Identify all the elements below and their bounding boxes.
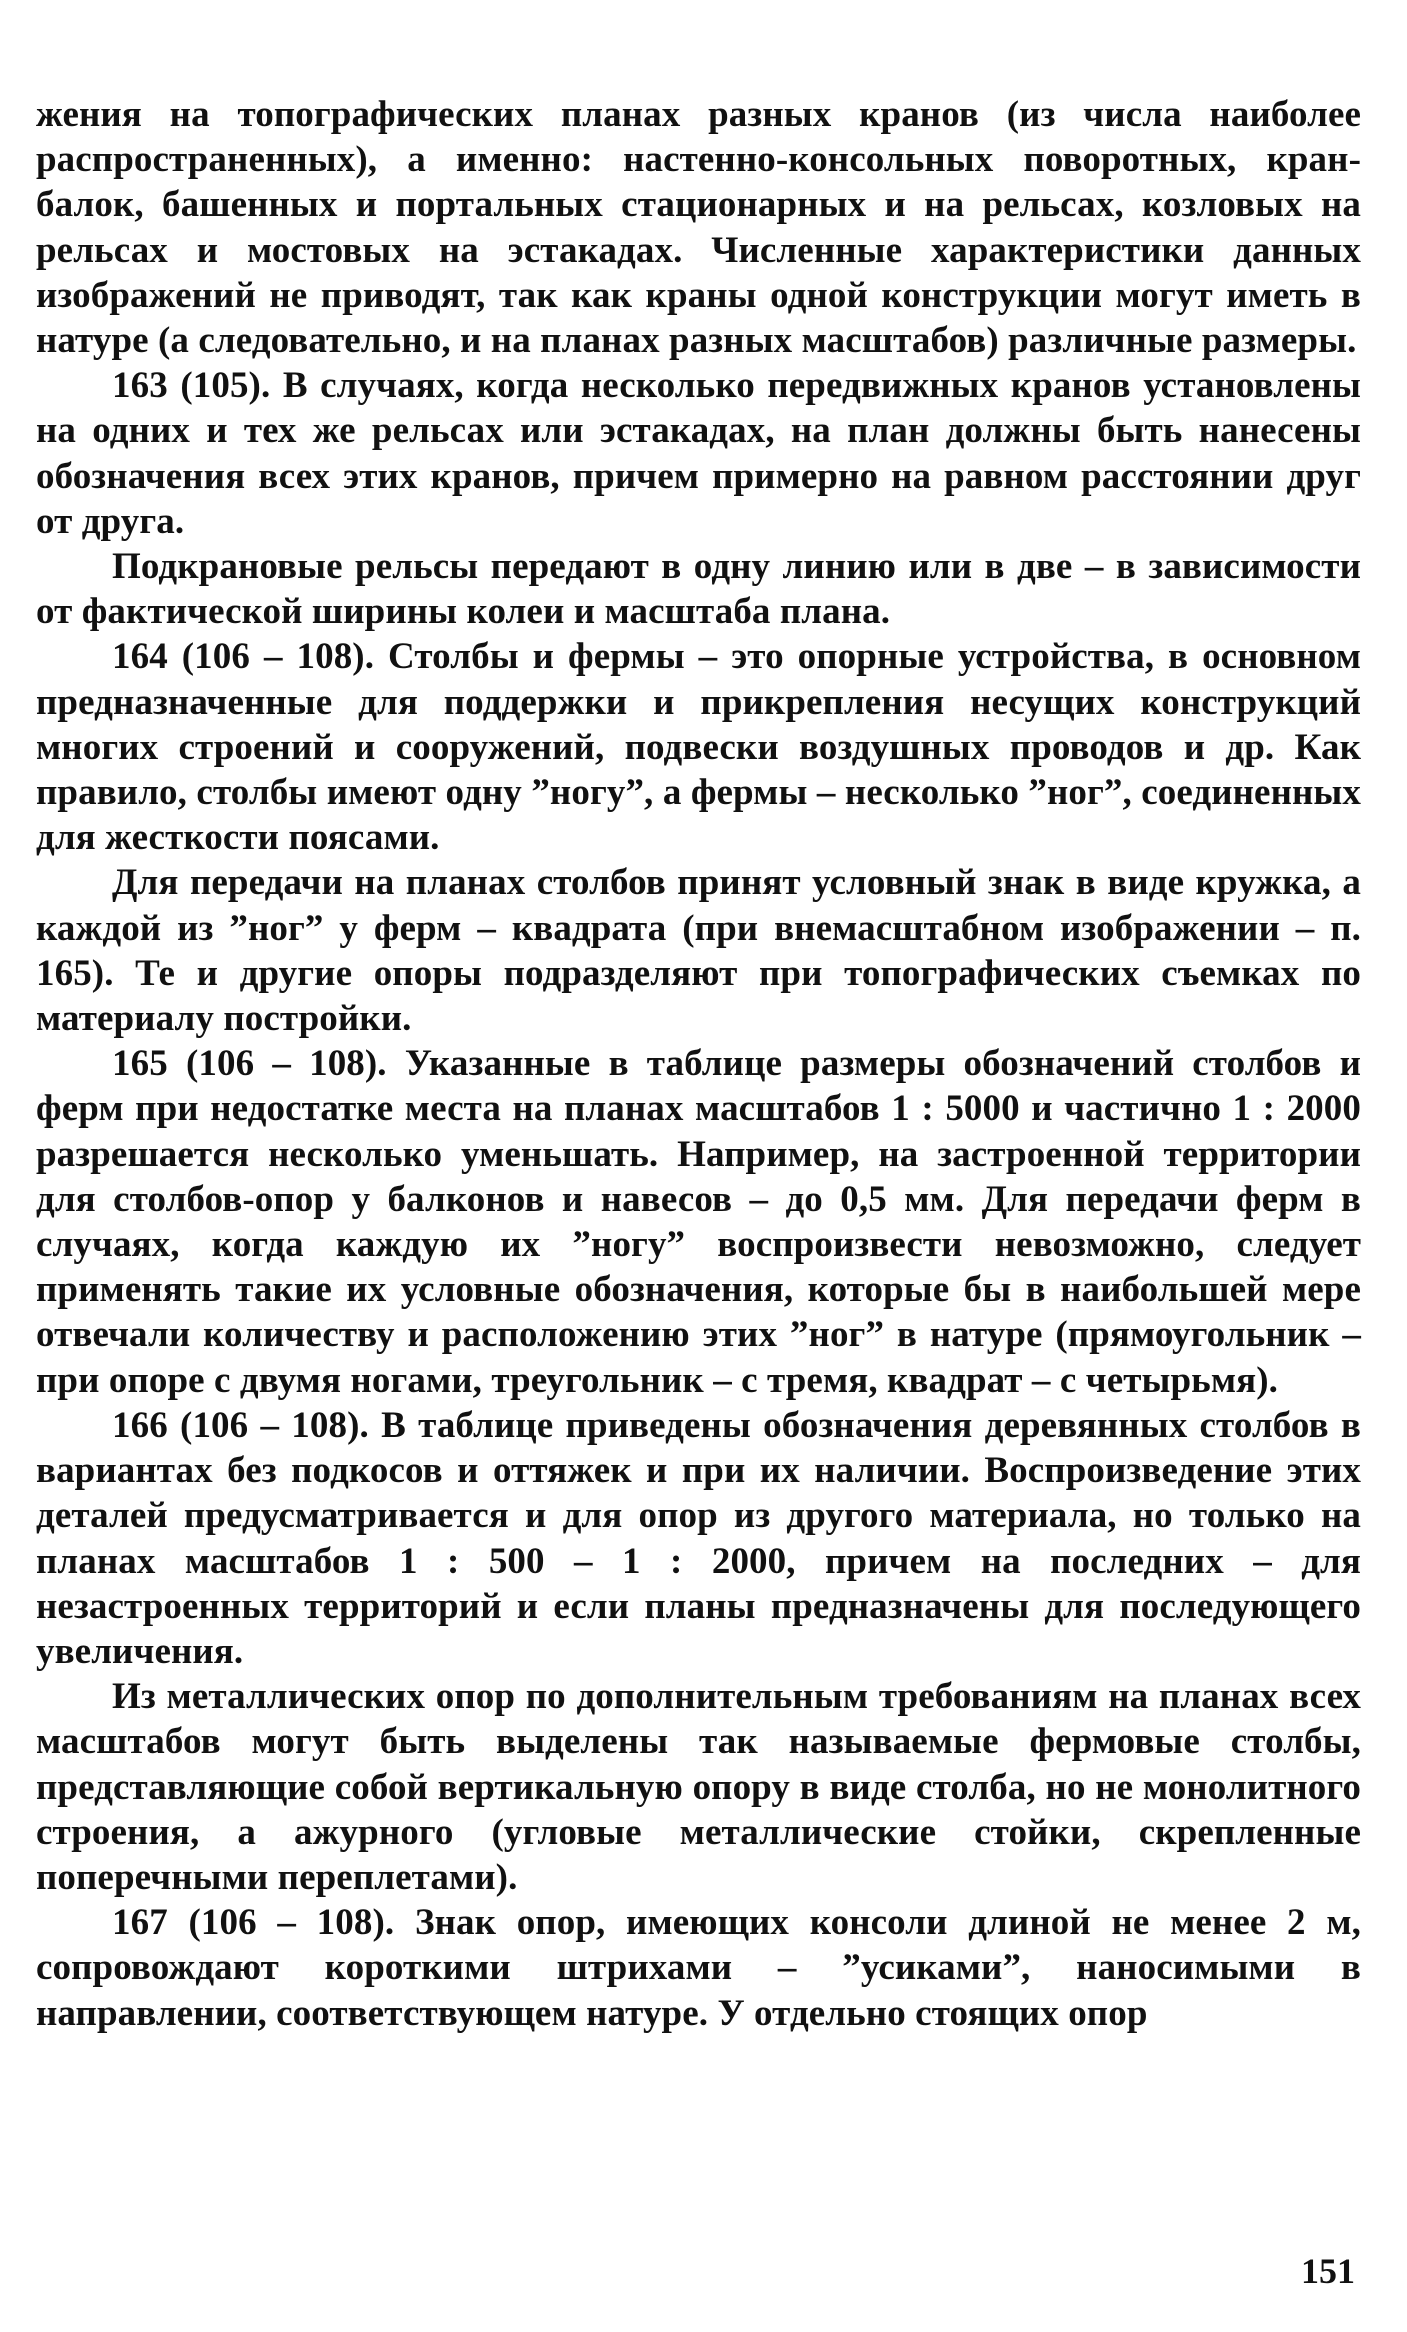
paragraph-167: 167 (106 – 108). Знак опор, имеющих консоли длиной не менее 2 м, сопровождают короткими штрихами – ”усиками”, наносимыми в направлении, соответствующем натуре. У отдельно стоящих опор: [36, 1902, 1361, 2034]
paragraph-crane-rails: Подкрановые рельсы передают в одну линию или в две – в зависимости от фактической ширины колеи и масштаба плана.: [36, 546, 1361, 633]
paragraph-163: 163 (105). В случаях, когда несколько передвижных кранов установлены на одних и тех же рельсах или эстакадах, на план должны быть нанесены обозначения всех этих кранов, причем примерно на равном расстоянии друг от друга.: [36, 365, 1361, 542]
paragraph-165: 165 (106 – 108). Указанные в таблице размеры обозначений столбов и ферм при недостатке места на планах масштабов 1 : 5000 и частично 1 : 2000 разрешается несколько уменьшать. Например, на застроенной территории для столбов-опор у балконов и навесов – до 0,5 мм. Для передачи ферм в случаях, когда каждую их ”ногу” воспроизвести невозможно, следует применять такие их условные обозначения, которые бы в наибольшей мере отвечали количеству и расположению этих ”ног” в натуре (прямоугольник – при опоре с двумя ногами, треугольник – с тремя, квадрат – с четырьмя).: [36, 1043, 1361, 1401]
paragraph-pole-symbols: Для передачи на планах столбов принят условный знак в виде кружка, а каждой из ”ног” у ферм – квадрата (при внемасштабном изображении – п. 165). Те и другие опоры подразделяют при топографических съемках по материалу постройки.: [36, 862, 1361, 1040]
page-number: 151: [1301, 2251, 1355, 2291]
paragraph-metal-supports: Из металлических опор по дополнительным требованиям на планах всех масштабов могут быть выделены так называемые фермовые столбы, представляющие собой вертикальную опору в виде столба, но не монолитного строения, а ажурного (угловые металлические стойки, скрепленные поперечными переплетами).: [36, 1676, 1361, 1898]
paragraph-166: 166 (106 – 108). В таблице приведены обозначения деревянных столбов в вариантах без подкосов и оттяжек и при их наличии. Воспроизведение этих деталей предусматривается и для опор из другого материала, но только на планах масштабов 1 : 500 – 1 : 2000, причем на последних – для незастроенных территорий и если планы предназначены для последующего увеличения.: [36, 1404, 1361, 1672]
paragraph-continuation: жения на топографических планах разных кранов (из числа наиболее распространенных), а именно: настенно-консольных поворотных, кран-балок, башенных и портальных стационарных и на рельсах, козловых на рельсах и мостовых на эстакадах. Численные характеристики данных изображений не приводят, так как краны одной конструкции могут иметь в натуре (а следовательно, и на планах разных масштабов) различные размеры.: [36, 94, 1361, 362]
paragraph-164: 164 (106 – 108). Столбы и фермы – это опорные устройства, в основном предназначенные для поддержки и прикрепления несущих конструкций многих строений и сооружений, подвески воздушных проводов и др. Как правило, столбы имеют одну ”ногу”, а фермы – несколько ”ног”, соединенных для жесткости поясами.: [36, 636, 1361, 859]
body-text: [36, 92, 1361, 2036]
